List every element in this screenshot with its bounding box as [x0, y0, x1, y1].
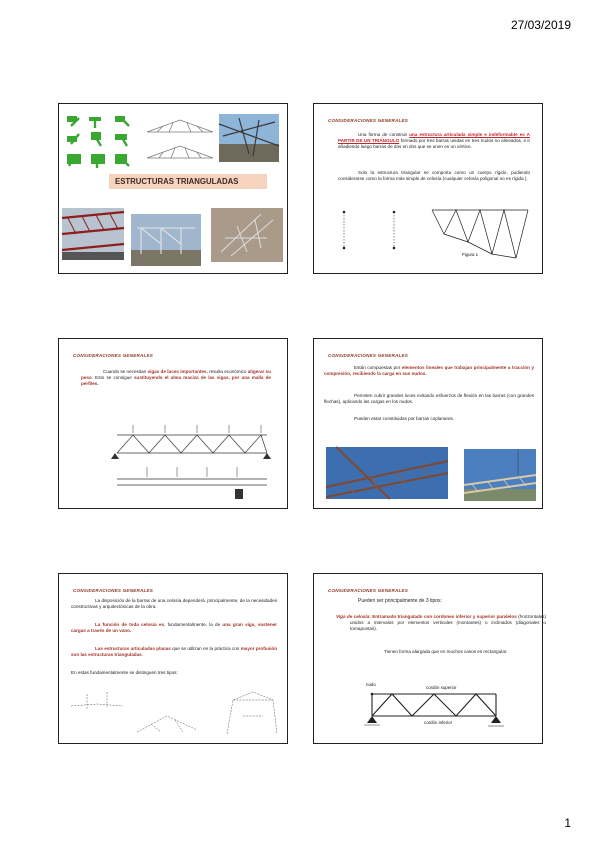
slide-paragraph: Pueden ser principalmente de 3 tipos:: [358, 598, 442, 604]
slide-paragraph: Una forma de construir una estructura articulada simple e indeformable es A PARTIR DE UN TRIÁNGULO formado por tres barras unidas en tres nudos no alineados, e ir añadiendo luego barras de dos en dos que se unen en un vértice.: [338, 132, 531, 150]
slide-2: [313, 103, 543, 274]
truss-joints-image: [65, 114, 137, 170]
red-truss-photo: [62, 208, 124, 260]
slide-header: CONSIDERACIONES GENERALES: [328, 353, 409, 358]
truss-types-sketch: [67, 686, 281, 742]
top-chord-label: cordón superior: [426, 685, 457, 690]
slide-paragraph: Las estructuras articuladas planas que se utilizan en la práctica con mayor profusión son las estructuras trianguladas.: [71, 646, 278, 658]
lattice-beam-diagram: [352, 676, 512, 736]
slide-header: CONSIDERACIONES GENERALES: [328, 588, 409, 593]
triangulation-diagram: [332, 202, 538, 272]
slide-paragraph: Tienen forma alargada que en muchos casos es rectangular.: [384, 649, 508, 654]
steel-frame-photo: [131, 214, 201, 266]
slide-1: [58, 103, 288, 274]
slide-paragraph: La función de toda celosía es, fundamentalmente, la de una gran viga, sostener cargas a través de un vano.: [71, 622, 277, 634]
slide-title: ESTRUCTURAS TRIANGULADAS: [109, 174, 267, 189]
node-label: nudo: [366, 682, 376, 687]
slide-paragraph: Solo la estructura triangular se comporta como un cuerpo rígido, pudiendo considerarse como la forma más simple de celosía (cualquier celosía poligonal no es rígida ).: [338, 170, 530, 182]
slide-5: [58, 573, 288, 744]
figure-label: Figura 1: [462, 252, 479, 257]
slide-paragraph: Están compuestas por elementos lineales que trabajan principalmente a tracción y compresión, recibiendo la carga en sus nudos.: [324, 365, 534, 377]
space-truss-photo: [211, 208, 283, 262]
slide-paragraph: Permiten cubrir grandes luces evitando esfuerzos de flexión en las barras (con grandes flechas), aplicando las cargas en los nudos.: [324, 393, 534, 405]
slide-paragraph: Viga de celosía: Entramado triangulado con cordones inferior y superior paralelos (horizontales) unidos a intervalos por elementos verticales (montantes) o inclinados (diagonales o tornapuntas).: [336, 614, 546, 632]
slide-paragraph: Cuando se necesitan vigas de luces importantes, resulta económico aligerar su peso. Esto se consigue sustituyendo el alma maciza de las vigas, por una malla de perfiles.: [81, 369, 272, 387]
slide-header: CONSIDERACIONES GENERALES: [328, 118, 409, 123]
slide-4: [313, 338, 543, 509]
truss-photo-blue-sky: [326, 447, 448, 499]
roof-truss-drawing: [145, 118, 215, 162]
page-number: 1: [564, 816, 571, 830]
slide-6: [313, 573, 546, 744]
truss-photo-lift: [464, 449, 536, 501]
truss-construction-photo: [219, 114, 279, 162]
slide-paragraph: La disposición de la barras de una celosía dependerá, principalmente, de la necesidades constructivas y arquitectónicas de la obra.: [71, 598, 277, 610]
slide-paragraph: Pueden estar constituidas por barras coplanares.: [354, 416, 455, 421]
truss-vs-beam-diagram: [107, 419, 275, 501]
slide-paragraph: En estas fundamentalmente se distinguen tres tipos:: [71, 670, 178, 675]
slide-3: [58, 338, 288, 509]
date-header: 27/03/2019: [510, 18, 571, 32]
slide-header: CONSIDERACIONES GENERALES: [73, 353, 154, 358]
bottom-chord-label: cordón inferior: [424, 720, 453, 725]
slide-header: CONSIDERACIONES GENERALES: [73, 588, 154, 593]
